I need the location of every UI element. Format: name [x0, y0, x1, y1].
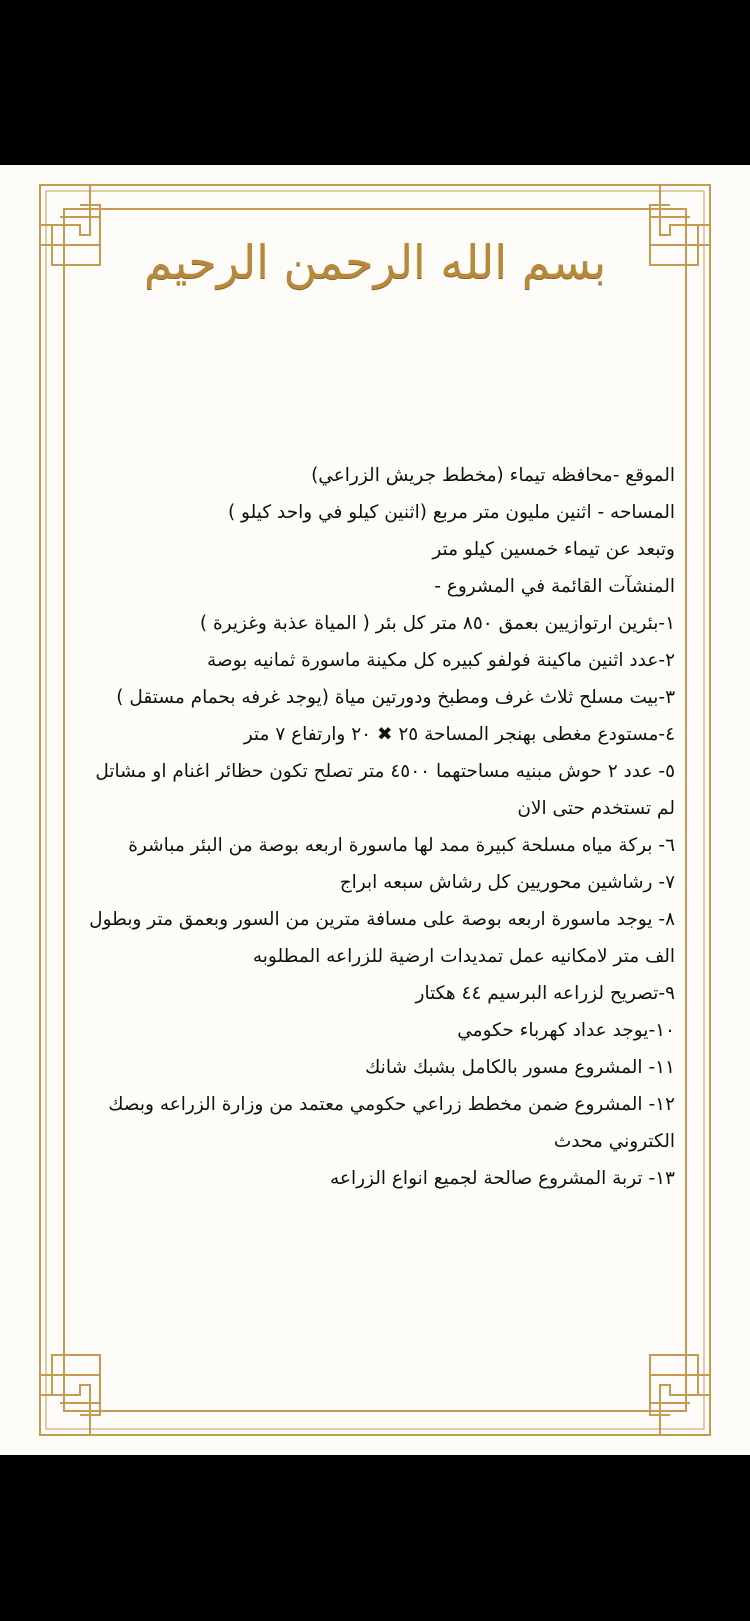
- text-line: ٥- عدد ٢ حوش مبنيه مساحتهما ٤٥٠٠ متر تصلح تكون حظائر اغنام او مشاتل: [95, 761, 675, 782]
- text-line: ١١- المشروع مسور بالكامل بشبك شانك: [365, 1057, 675, 1078]
- text-line: ١٠-يوجد عداد كهرباء حكومي: [457, 1020, 675, 1041]
- basmala-calligraphy: بسم الله الرحمن الرحيم: [143, 235, 607, 289]
- text-line: ١٢- المشروع ضمن مخطط زراعي حكومي معتمد من وزارة الزراعه وبصك: [108, 1094, 675, 1115]
- text-line: ١٣- تربة المشروع صالحة لجميع انواع الزراعه: [330, 1168, 675, 1189]
- text-line: ٩-تصريح لزراعه البرسيم ٤٤ هكتار: [415, 983, 675, 1004]
- text-line: وتبعد عن تيماء خمسين كيلو متر: [432, 539, 675, 560]
- text-line: المنشآت القائمة في المشروع -: [434, 576, 675, 597]
- text-line: ٦- بركة مياه مسلحة كبيرة ممد لها ماسورة اربعه بوصة من البئر مباشرة: [128, 835, 675, 856]
- text-line: الموقع -محافظه تيماء (مخطط جريش الزراعي): [311, 465, 675, 486]
- document-page: [0, 165, 750, 1455]
- document-body: [89, 457, 675, 1197]
- text-line: المساحه - اثنين مليون متر مربع (اثنين كيلو في واحد كيلو ): [227, 502, 675, 523]
- text-line: ٨- يوجد ماسورة اربعه بوصة على مسافة مترين من السور وبعمق متر وبطول: [89, 909, 675, 930]
- text-line: ٤-مستودع مغطى بهنجر المساحة ٢٥ ✖ ٢٠ وارتفاع ٧ متر: [243, 724, 675, 745]
- text-line: ٢-عدد اثنين ماكينة فولفو كبيره كل مكينة ماسورة ثمانيه بوصة: [206, 650, 675, 671]
- text-line: الكتروني محدث: [553, 1131, 675, 1152]
- text-line: ٧- رشاشين محوريين كل رشاش سبعه ابراج: [339, 872, 675, 893]
- text-line: لم تستخدم حتى الان: [517, 798, 675, 819]
- text-line: ٣-بيت مسلح ثلاث غرف ومطبخ ودورتين مياة (يوجد غرفه بحمام مستقل ): [116, 687, 675, 708]
- text-line: ١-بئرين ارتوازيين بعمق ٨٥٠ متر كل بئر ( المياة عذبة وغزيرة ): [199, 613, 675, 634]
- text-line: الف متر لامكانيه عمل تمديدات ارضية للزراعه المطلوبه: [252, 946, 675, 967]
